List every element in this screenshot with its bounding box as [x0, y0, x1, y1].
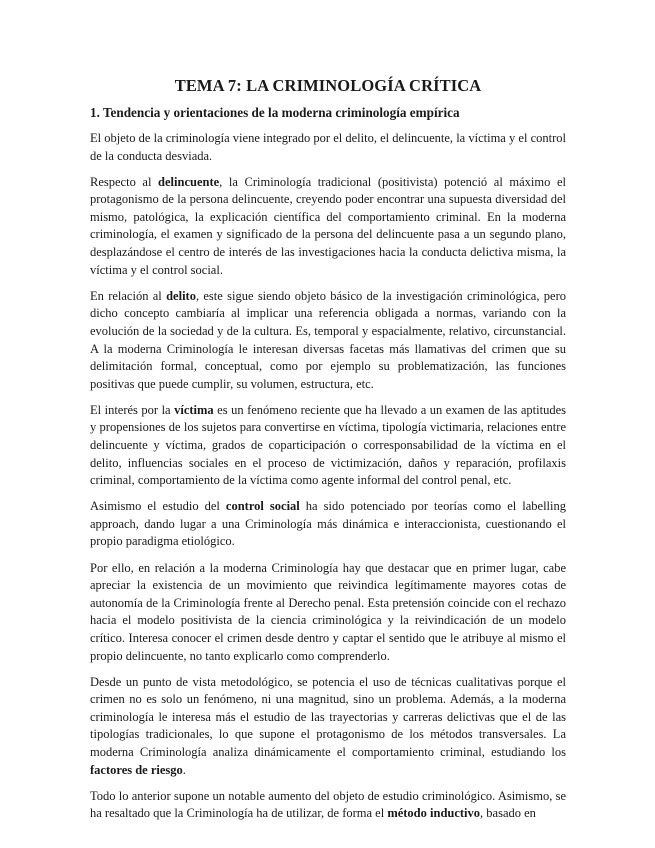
- bold-term-victima: víctima: [174, 402, 214, 417]
- paragraph-3: En relación al delito, este sigue siendo objeto básico de la investigación criminológica, pero dicho concepto cambiaría al implicar una referencia obligada a normas, variando con la evolución de la sociedad y de la cultura. Es, temporal y espacialmente, relativo, circunstancial. A la moderna Criminología le interesan diversas facetas más llamativas del crimen que su delimitación formal, conceptual, como por ejemplo su problematización, las funciones positivas que puede cumplir, su volumen, estructura, etc.: [90, 288, 567, 391]
- bold-term-factores-de-riesgo: factores de riesgo: [90, 762, 183, 777]
- bold-term-delincuente: delincuente: [158, 174, 220, 189]
- section-heading: 1. Tendencia y orientaciones de la moderna criminología empírica: [90, 105, 460, 120]
- paragraph-5: Asimismo el estudio del control social ha sido potenciado por teorías como el labelling approach, dando lugar a una Criminología más dinámica e interaccionista, cuestionando el propio paradigma etiológico.: [90, 499, 566, 549]
- paragraph-7: Desde un punto de vista metodológico, se potencia el uso de técnicas cualitativas porque el crimen no es solo un fenómeno, ni una magnitud, sino un problema. Además, a la moderna criminología le interesa más el estudio de las trayectorias y carreras delictivas que el de las tipologías tradicionales, lo que supone el protagonismo de los métodos transversales. La moderna Criminología analiza dinámicamente el comportamiento criminal, estudiando los factores de riesgo.: [90, 674, 566, 777]
- bold-term-metodo-inductivo: método inductivo: [387, 806, 481, 821]
- document-title: TEMA 7: LA CRIMINOLOGÍA CRÍTICA: [174, 76, 482, 95]
- bold-term-control-social: control social: [225, 499, 300, 514]
- document-page: [90, 76, 566, 831]
- paragraph-8: Todo lo anterior supone un notable aumento del objeto de estudio criminológico. Asimismo, se ha resaltado que la Criminología ha de utilizar, de forma el método inductivo, basado en: [90, 788, 566, 821]
- paragraph-6: Por ello, en relación a la moderna Criminología hay que destacar que en primer lugar, cabe apreciar la existencia de un movimiento que reivindica legítimamente mayores cotas de autonomía de la Criminología frente al Derecho penal. Esta pretensión coincide con el rechazo hacia el modelo positivista de la ciencia criminológica y la reivindicación de un modelo crítico. Interesa conocer el crimen desde dentro y captar el sentido que le atribuye al mismo el propio delincuente, no tanto explicarlo como comprenderlo.: [90, 560, 566, 663]
- paragraph-4: El interés por la víctima es un fenómeno reciente que ha llevado a un examen de las aptitudes y propensiones de los sujetos para convertirse en víctima, tipología victimaria, relaciones entre delincuente y víctima, grados de coparticipación o corresponsabilidad de la víctima en el delito, influencias sociales en el proceso de victimización, daños y reparación, profilaxis criminal, comportamiento de la víctima como agente informal del control penal, etc.: [90, 402, 566, 488]
- paragraph-1: El objeto de la criminología viene integrado por el delito, el delincuente, la víctima y el control de la conducta desviada.: [90, 131, 566, 163]
- bold-term-delito: delito: [166, 288, 196, 303]
- paragraph-2: Respecto al delincuente, la Criminología tradicional (positivista) potenció al máximo el protagonismo de la persona delincuente, creyendo poder encontrar una supuesta diversidad del mismo, patológica, la explicación científica del comportamiento criminal. En la moderna criminología, el examen y significado de la persona del delincuente pasa a un segundo plano, desplazándose el centro de interés de las investigaciones hacia la conducta delictiva misma, la víctima y el control social.: [90, 174, 566, 277]
